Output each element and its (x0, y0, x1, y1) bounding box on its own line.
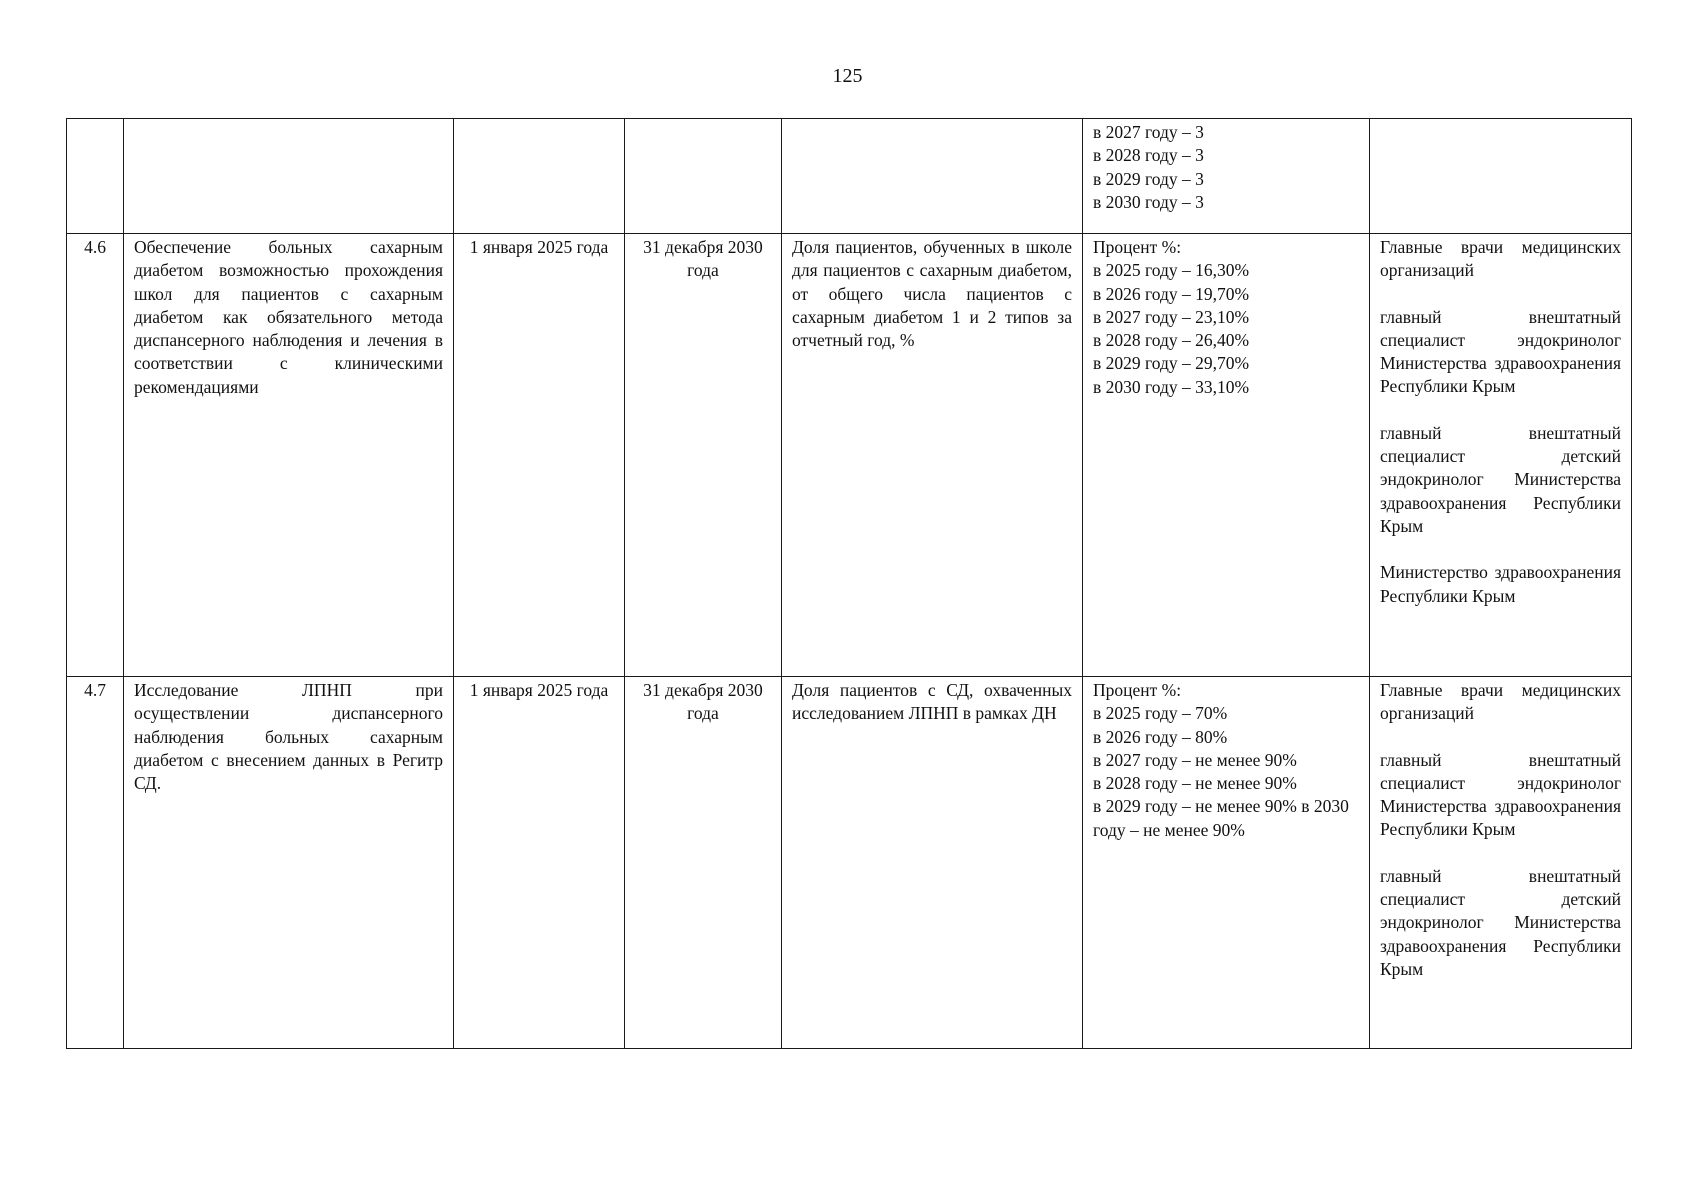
target-value: в 2030 году – 33,10% (1093, 376, 1250, 397)
activity-cell: Исследование ЛПНП при осуществлении диспансерного наблюдения больных сахарным диабетом с внесением данных в Регитр СД. (124, 677, 454, 1049)
end-date-cell: 31 декабря 2030 года (625, 234, 782, 677)
start-date-cell: 1 января 2025 года (454, 677, 625, 1049)
target-value: в 2029 году – не менее 90% в 2030 году – не менее 90% (1093, 796, 1349, 840)
responsible-cell (1370, 119, 1632, 234)
target-value: в 2028 году – 26,40% (1093, 330, 1250, 351)
target-value: в 2026 году – 80% (1093, 726, 1228, 747)
indicator-cell (782, 119, 1083, 234)
spacer (1380, 538, 1621, 561)
table-row (67, 234, 1632, 677)
row-number-cell (67, 119, 124, 234)
responsible-party: Главные врачи медицинских организаций (1380, 680, 1621, 724)
table-row (67, 677, 1632, 1049)
start-date-cell (454, 119, 625, 234)
responsible-party: Главные врачи медицинских организаций (1380, 237, 1621, 281)
end-date-cell: 31 декабря 2030 года (625, 677, 782, 1049)
indicator-cell: Доля пациентов с СД, охваченных исследованием ЛПНП в рамках ДН (782, 677, 1083, 1049)
target-value: в 2029 году – 29,70% (1093, 353, 1250, 374)
target-value: в 2027 году – 23,10% (1093, 306, 1250, 327)
responsible-party: Министерство здравоохранения Республики Крым (1380, 562, 1621, 606)
target-value: в 2029 году – 3 (1093, 168, 1204, 189)
table-row (67, 119, 1632, 234)
target-value: в 2025 году – 16,30% (1093, 260, 1250, 281)
target-values-cell (1083, 234, 1370, 677)
page-number: 125 (832, 65, 863, 87)
row-number-cell: 4.7 (67, 677, 124, 1049)
activity-cell: Обеспечение больных сахарным диабетом возможностью прохождения школ для пациентов с сахарным диабетом как обязательного метода диспансерного наблюдения и лечения в соответствии с клиническими рекомендациями (124, 234, 454, 677)
indicator-cell: Доля пациентов, обученных в школе для пациентов с сахарным диабетом, от общего числа пациентов с сахарным диабетом 1 и 2 типов за отчетный год, % (782, 234, 1083, 677)
target-value: в 2030 году – 3 (1093, 191, 1204, 212)
responsible-party: главный внештатный специалист детский эндокринолог Министерства здравоохранения Республики Крым (1380, 865, 1621, 979)
target-values-cell (1083, 119, 1370, 234)
spacer (1380, 283, 1621, 306)
values-title: Процент %: (1093, 237, 1182, 257)
activity-cell (124, 119, 454, 234)
spacer (1380, 399, 1621, 422)
responsible-party: главный внештатный специалист эндокринолог Министерства здравоохранения Республики Крым (1380, 749, 1621, 840)
end-date-cell (625, 119, 782, 234)
spacer (1380, 842, 1621, 865)
start-date-cell: 1 января 2025 года (454, 234, 625, 677)
target-values-cell (1083, 677, 1370, 1049)
responsible-cell (1370, 234, 1632, 677)
target-value: в 2025 году – 70% (1093, 703, 1228, 724)
responsible-cell (1370, 677, 1632, 1049)
row-number-cell: 4.6 (67, 234, 124, 677)
values-title: Процент %: (1093, 680, 1182, 700)
target-value: в 2027 году – не менее 90% (1093, 749, 1297, 770)
target-value: в 2028 году – 3 (1093, 145, 1204, 166)
measures-table (66, 118, 1632, 1049)
responsible-party: главный внештатный специалист эндокринолог Министерства здравоохранения Республики Крым (1380, 306, 1621, 397)
spacer (1380, 726, 1621, 749)
target-value: в 2026 году – 19,70% (1093, 283, 1250, 304)
target-value: в 2028 году – не менее 90% (1093, 773, 1297, 794)
responsible-party: главный внештатный специалист детский эндокринолог Министерства здравоохранения Республики Крым (1380, 422, 1621, 536)
target-value: в 2027 году – 3 (1093, 122, 1204, 142)
